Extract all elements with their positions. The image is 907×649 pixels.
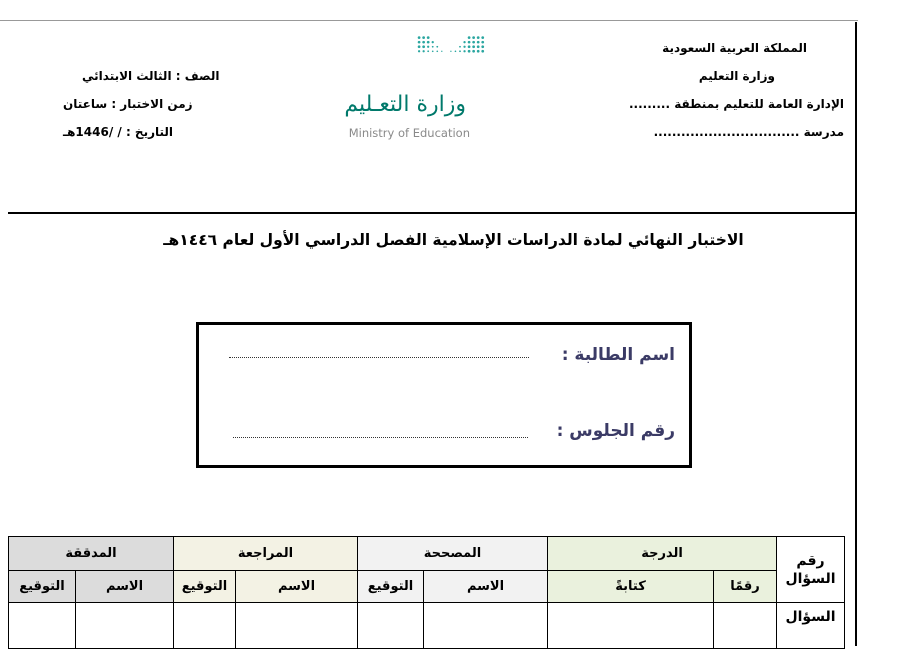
student-info-box: [196, 322, 692, 468]
right-border: [855, 22, 857, 646]
auditor-header: المدققة: [9, 537, 174, 571]
grade-numbers-cell[interactable]: [714, 603, 777, 649]
question-number-header: رقم السؤال: [777, 537, 845, 603]
corrector-signature-header: التوقيع: [358, 571, 424, 603]
header-divider: [8, 212, 856, 214]
seat-number-field[interactable]: [233, 437, 528, 438]
ministry-logo-dots: [390, 34, 530, 84]
ministry-logo-arabic: وزارة التعـليم: [344, 92, 466, 117]
corrector-header: المصححة: [358, 537, 548, 571]
corrector-name-header: الاسم: [424, 571, 548, 603]
grade-header: الدرجة: [548, 537, 777, 571]
grade-in-words-header: كتابةً: [548, 571, 714, 603]
top-border: [0, 20, 858, 21]
grade-words-cell[interactable]: [548, 603, 714, 649]
auditor-name-header: الاسم: [76, 571, 174, 603]
student-name-label: اسم الطالبة :: [561, 345, 675, 365]
corrector-name-cell[interactable]: [424, 603, 548, 649]
table-row: [9, 603, 845, 649]
seat-number-label: رقم الجلوس :: [556, 421, 675, 441]
reviewer-name-cell[interactable]: [236, 603, 358, 649]
grades-table: [8, 536, 845, 649]
question-row-label: السؤال: [777, 603, 845, 649]
student-name-field[interactable]: [229, 357, 529, 358]
grade-text: الصف : الثالث الابتدائي: [82, 69, 220, 83]
date-text: التاريخ : / /1446هـ: [63, 125, 174, 139]
auditor-signature-cell[interactable]: [9, 603, 76, 649]
corrector-signature-cell[interactable]: [358, 603, 424, 649]
auditor-signature-header: التوقيع: [9, 571, 76, 603]
grade-in-numbers-header: رقمًا: [714, 571, 777, 603]
reviewer-signature-cell[interactable]: [174, 603, 236, 649]
auditor-name-cell[interactable]: [76, 603, 174, 649]
kingdom-text: المملكة العربية السعودية: [662, 41, 807, 55]
duration-text: زمن الاختبار : ساعتان: [63, 97, 193, 111]
reviewer-signature-header: التوقيع: [174, 571, 236, 603]
reviewer-header: المراجعة: [174, 537, 358, 571]
school-text: مدرسة ................................: [653, 125, 844, 139]
reviewer-name-header: الاسم: [236, 571, 358, 603]
exam-title: الاختبار النهائي لمادة الدراسات الإسلامية الفصل الدراسي الأول لعام ١٤٤٦هـ: [163, 231, 744, 249]
directorate-text: الإدارة العامة للتعليم بمنطقة .........: [629, 97, 844, 111]
ministry-text: وزارة التعليم: [698, 69, 775, 83]
ministry-logo-english: Ministry of Education: [348, 126, 470, 140]
